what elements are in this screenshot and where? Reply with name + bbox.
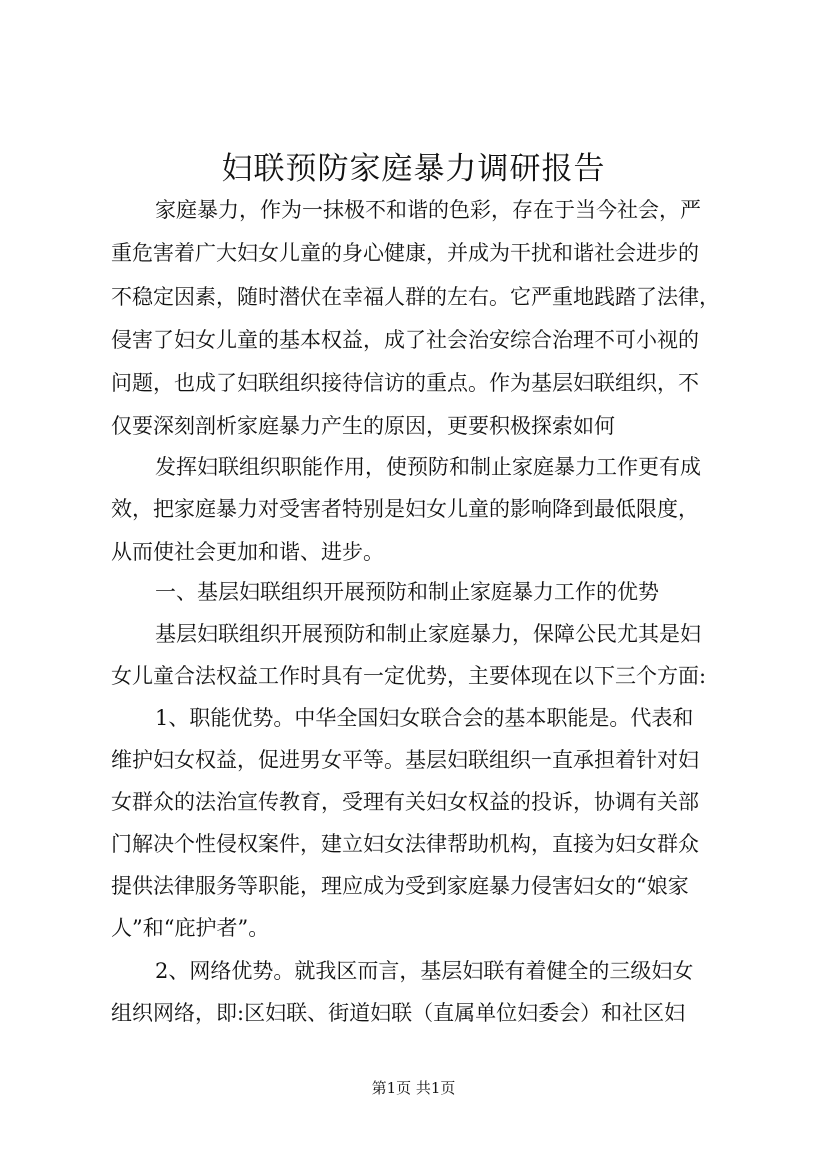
document-title: 妇联预防家庭暴力调研报告: [221, 151, 606, 187]
paragraph-line-18: 人”和“庇护者”。: [111, 916, 270, 940]
paragraph-line-20: 组织网络，即:区妇联、街道妇联（直属单位妇委会）和社区妇: [111, 1001, 686, 1025]
paragraph-line-2: 重危害着广大妇女儿童的身心健康，并成为干扰和谐社会进步的: [111, 241, 699, 265]
section-heading: 一、基层妇联组织开展预防和制止家庭暴力工作的优势: [155, 580, 659, 604]
paragraph-line-12: 女儿童合法权益工作时具有一定优势，主要体现在以下三个方面:: [111, 664, 707, 688]
paragraph-line-9: 从而使社会更加和谐、进步。: [111, 540, 384, 564]
paragraph-line-14: 维护妇女权益，促进男女平等。基层妇联组织一直承担着针对妇: [111, 748, 699, 772]
page-footer: 第1页 共1页: [371, 1079, 456, 1097]
paragraph-line-8: 效，把家庭暴力对受害者特别是妇女儿童的影响降到最低限度，: [111, 497, 699, 521]
paragraph-line-16: 门解决个性侵权案件，建立妇女法律帮助机构，直接为妇女群众: [111, 832, 699, 856]
paragraph-line-1: 家庭暴力，作为一抹极不和谐的色彩，存在于当今社会，严: [155, 198, 701, 222]
paragraph-line-4: 侵害了妇女儿童的基本权益，成了社会治安综合治理不可小视的: [111, 328, 699, 352]
paragraph-line-7: 发挥妇联组织职能作用，使预防和制止家庭暴力工作更有成: [155, 455, 701, 479]
paragraph-line-3: 不稳定因素，随时潜伏在幸福人群的左右。它严重地践踏了法律，: [111, 285, 720, 309]
paragraph-line-13: 1、职能优势。中华全国妇女联合会的基本职能是。代表和: [155, 706, 694, 730]
paragraph-line-17: 提供法律服务等职能，理应成为受到家庭暴力侵害妇女的“娘家: [111, 874, 689, 898]
paragraph-line-5: 问题，也成了妇联组织接待信访的重点。作为基层妇联组织，不: [111, 371, 699, 395]
paragraph-line-15: 女群众的法治宣传教育，受理有关妇女权益的投诉，协调有关部: [111, 790, 699, 814]
paragraph-line-19: 2、网络优势。就我区而言，基层妇联有着健全的三级妇女: [155, 959, 694, 983]
paragraph-line-6: 仅要深刻剖析家庭暴力产生的原因，更要积极探索如何: [111, 414, 615, 438]
paragraph-line-11: 基层妇联组织开展预防和制止家庭暴力，保障公民尤其是妇: [155, 622, 701, 646]
